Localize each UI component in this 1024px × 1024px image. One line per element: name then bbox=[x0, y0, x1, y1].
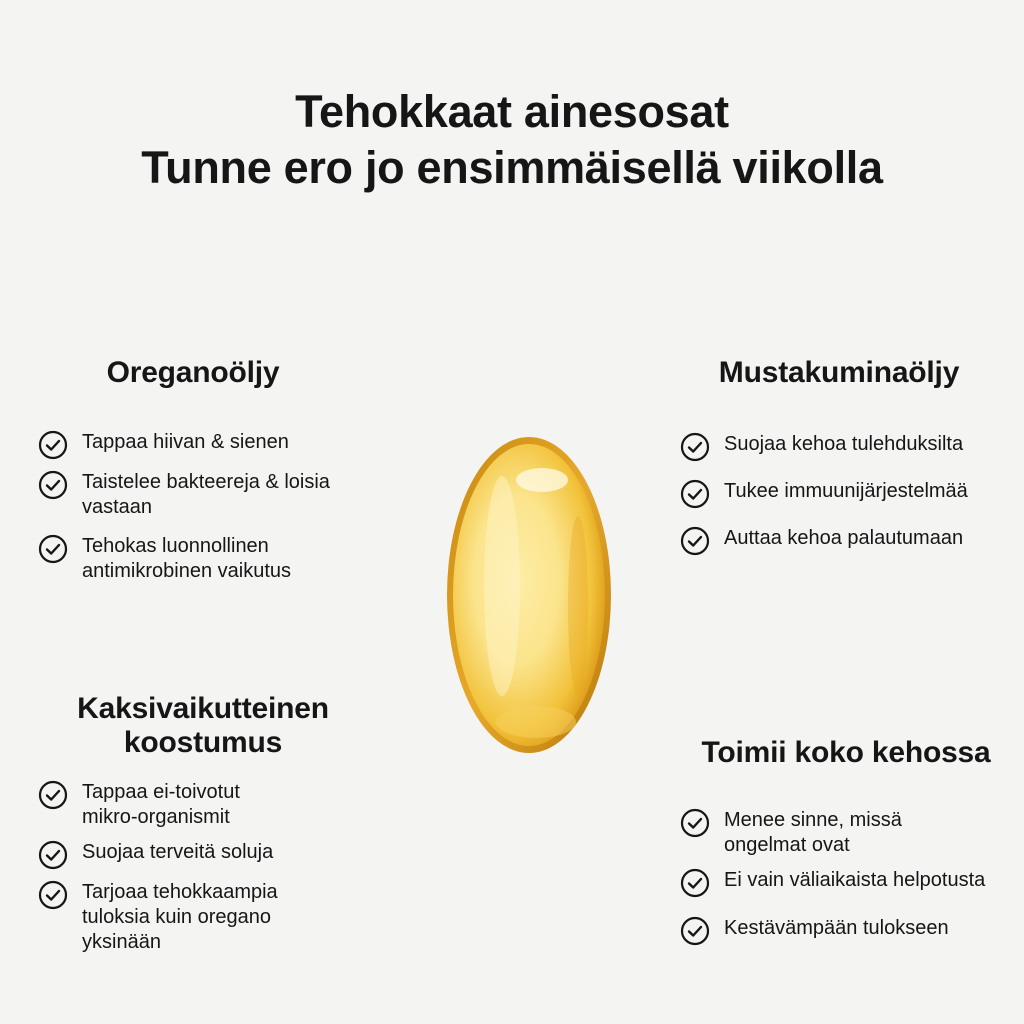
benefit-text: Tehokas luonnollinen bbox=[82, 535, 269, 557]
check-circle-icon bbox=[38, 470, 68, 500]
benefit-text: Kestävämpään tulokseen bbox=[724, 917, 949, 939]
benefit-text: Tappaa hiivan & sienen bbox=[82, 431, 289, 453]
benefit-text: Tarjoaa tehokkaampia bbox=[82, 881, 278, 903]
page-title bbox=[0, 84, 1024, 196]
benefit-item bbox=[680, 432, 1024, 462]
title-line-2: Tunne ero jo ensimmäisellä viikolla bbox=[141, 142, 883, 193]
section-whole-body-action bbox=[680, 736, 1024, 956]
section-title-line: koostumus bbox=[123, 726, 283, 759]
check-circle-icon bbox=[680, 868, 710, 898]
section-title bbox=[38, 692, 368, 760]
benefit-item bbox=[38, 534, 368, 584]
benefit-item bbox=[680, 808, 1024, 858]
benefit-item bbox=[38, 470, 368, 520]
benefit-item bbox=[680, 868, 1024, 898]
check-circle-icon bbox=[38, 430, 68, 460]
benefit-text: Suojaa terveitä soluja bbox=[82, 841, 274, 863]
benefit-item bbox=[38, 780, 368, 830]
benefit-list bbox=[38, 780, 368, 955]
benefit-text: antimikrobinen vaikutus bbox=[82, 560, 291, 582]
benefit-item bbox=[38, 840, 368, 870]
check-circle-icon bbox=[38, 780, 68, 810]
benefit-text: Ei vain väliaikaista helpotusta bbox=[724, 869, 986, 891]
benefit-item bbox=[38, 880, 368, 955]
benefit-text: Tukee immuunijärjestelmää bbox=[724, 480, 968, 502]
section-title: Oreganoöljy bbox=[106, 356, 280, 389]
benefit-list bbox=[680, 432, 1024, 556]
section-title: Toimii koko kehossa bbox=[701, 736, 991, 769]
section-title: Mustakuminaöljy bbox=[718, 356, 960, 389]
benefit-text: ongelmat ovat bbox=[724, 834, 850, 856]
benefit-text: mikro-organismit bbox=[82, 806, 230, 828]
benefit-item bbox=[680, 479, 1024, 509]
check-circle-icon bbox=[680, 808, 710, 838]
check-circle-icon bbox=[38, 534, 68, 564]
benefit-text: Tappaa ei-toivotut bbox=[82, 781, 240, 803]
section-black-cumin-oil bbox=[680, 356, 1024, 573]
benefit-text: Menee sinne, missä bbox=[724, 809, 902, 831]
benefit-item bbox=[680, 916, 1024, 946]
check-circle-icon bbox=[38, 840, 68, 870]
benefit-text: Auttaa kehoa palautumaan bbox=[724, 527, 964, 549]
section-dual-action-formula bbox=[38, 692, 368, 965]
benefit-text: Taistelee bakteereja & loisia bbox=[82, 471, 330, 493]
benefit-text: vastaan bbox=[82, 496, 153, 518]
title-line-1: Tehokkaat ainesosat bbox=[295, 86, 729, 137]
check-circle-icon bbox=[680, 526, 710, 556]
section-title-line: Kaksivaikutteinen bbox=[77, 692, 329, 725]
benefit-item bbox=[38, 430, 368, 460]
benefit-text: tuloksia kuin oregano bbox=[82, 906, 272, 928]
benefit-list bbox=[38, 430, 368, 584]
benefit-text: Suojaa kehoa tulehduksilta bbox=[724, 433, 964, 455]
check-circle-icon bbox=[38, 880, 68, 910]
benefit-list bbox=[680, 808, 1024, 946]
check-circle-icon bbox=[680, 479, 710, 509]
check-circle-icon bbox=[680, 916, 710, 946]
benefit-item bbox=[680, 526, 1024, 556]
check-circle-icon bbox=[680, 432, 710, 462]
softgel-capsule-image bbox=[446, 436, 612, 754]
benefit-text: yksinään bbox=[82, 931, 161, 953]
section-oregano-oil bbox=[38, 356, 368, 594]
